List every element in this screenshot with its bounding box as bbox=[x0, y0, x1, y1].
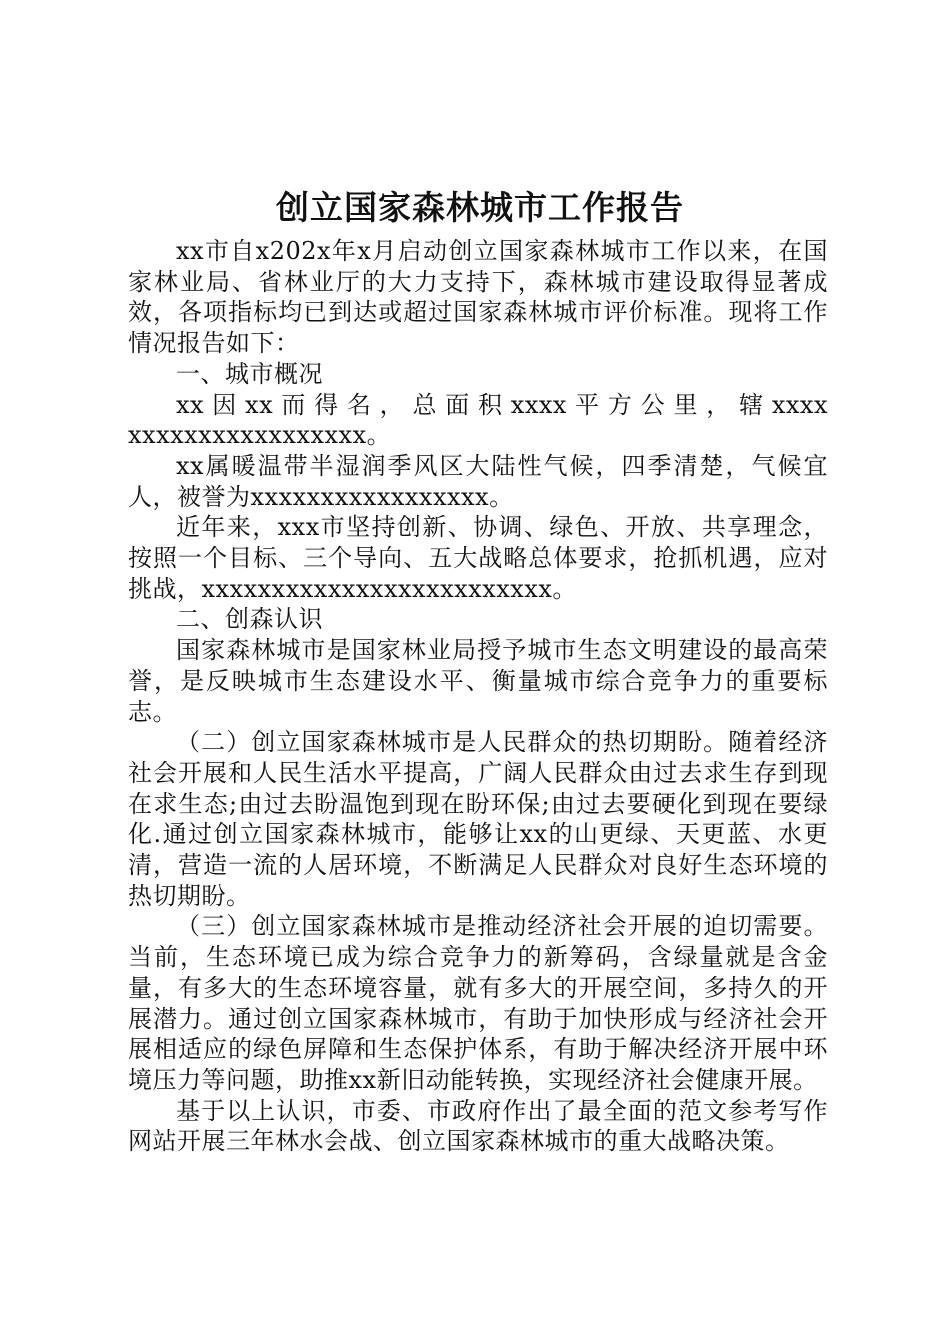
document-body bbox=[128, 236, 828, 1157]
document-title: 创立国家森林城市工作报告 bbox=[276, 188, 684, 227]
paragraph-recent-years: 近年来，xxx市坚持创新、协调、绿色、开放、共享理念，按照一个目标、三个导向、五大战略总体要求，抢抓机遇，应对挑战，xxxxxxxxxxxxxxxxxxxxxxxxx。 bbox=[128, 513, 828, 603]
section-heading-forest-awareness: 二、创森认识 bbox=[176, 605, 323, 634]
paragraph-economic-development: （三）创立国家森林城市是推动经济社会开展的迫切需要。当前，生态环境已成为综合竞争力的新筹码，含绿量就是含金量，有多大的生态环境容量，就有多大的开展空间，多持久的开展潜力。通过创立国家森林城市，有助于加快形成与经济社会开展相适应的绿色屏障和生态保护体系，有助于解决经济开展中环境压力等问题，助推xx新旧动能转换，实现经济社会健康开展。 bbox=[128, 912, 828, 1094]
paragraph-strategic-decision: 基于以上认识，市委、市政府作出了最全面的范文参考写作网站开展三年林水会战、创立国家森林城市的重大战略决策。 bbox=[128, 1096, 828, 1156]
paragraph-city-name-area: xx 因 xx 而 得 名 ， 总 面 积 xxxx 平 方 公 里 ， 辖 xxxxxxxxxxxxxxxxxxxxx。 bbox=[128, 390, 828, 450]
paragraph-intro: xx市自x202x年x月启动创立国家森林城市工作以来，在国家林业局、省林业厅的大力支持下，森林城市建设取得显著成效，各项指标均已到达或超过国家森林城市评价标准。现将工作情况报告如下： bbox=[128, 237, 828, 358]
paragraph-people-expectation: （二）创立国家森林城市是人民群众的热切期盼。随着经济社会开展和人民生活水平提高，广阔人民群众由过去求生存到现在求生态;由过去盼温饱到现在盼环保;由过去要硬化到现在要绿化.通过创立国家森林城市，能够让xx的山更绿、天更蓝、水更清，营造一流的人居环境，不断满足人民群众对良好生态环境的热切期盼。 bbox=[128, 728, 828, 910]
paragraph-national-forest-city-honor: 国家森林城市是国家林业局授予城市生态文明建设的最高荣誉，是反映城市生态建设水平、衡量城市综合竞争力的重要标志。 bbox=[128, 636, 828, 726]
section-heading-city-overview: 一、城市概况 bbox=[176, 359, 323, 388]
paragraph-climate: xx属暖温带半湿润季风区大陆性气候，四季清楚，气候宜人，被誉为xxxxxxxxxxxxxxxxx。 bbox=[128, 451, 828, 511]
